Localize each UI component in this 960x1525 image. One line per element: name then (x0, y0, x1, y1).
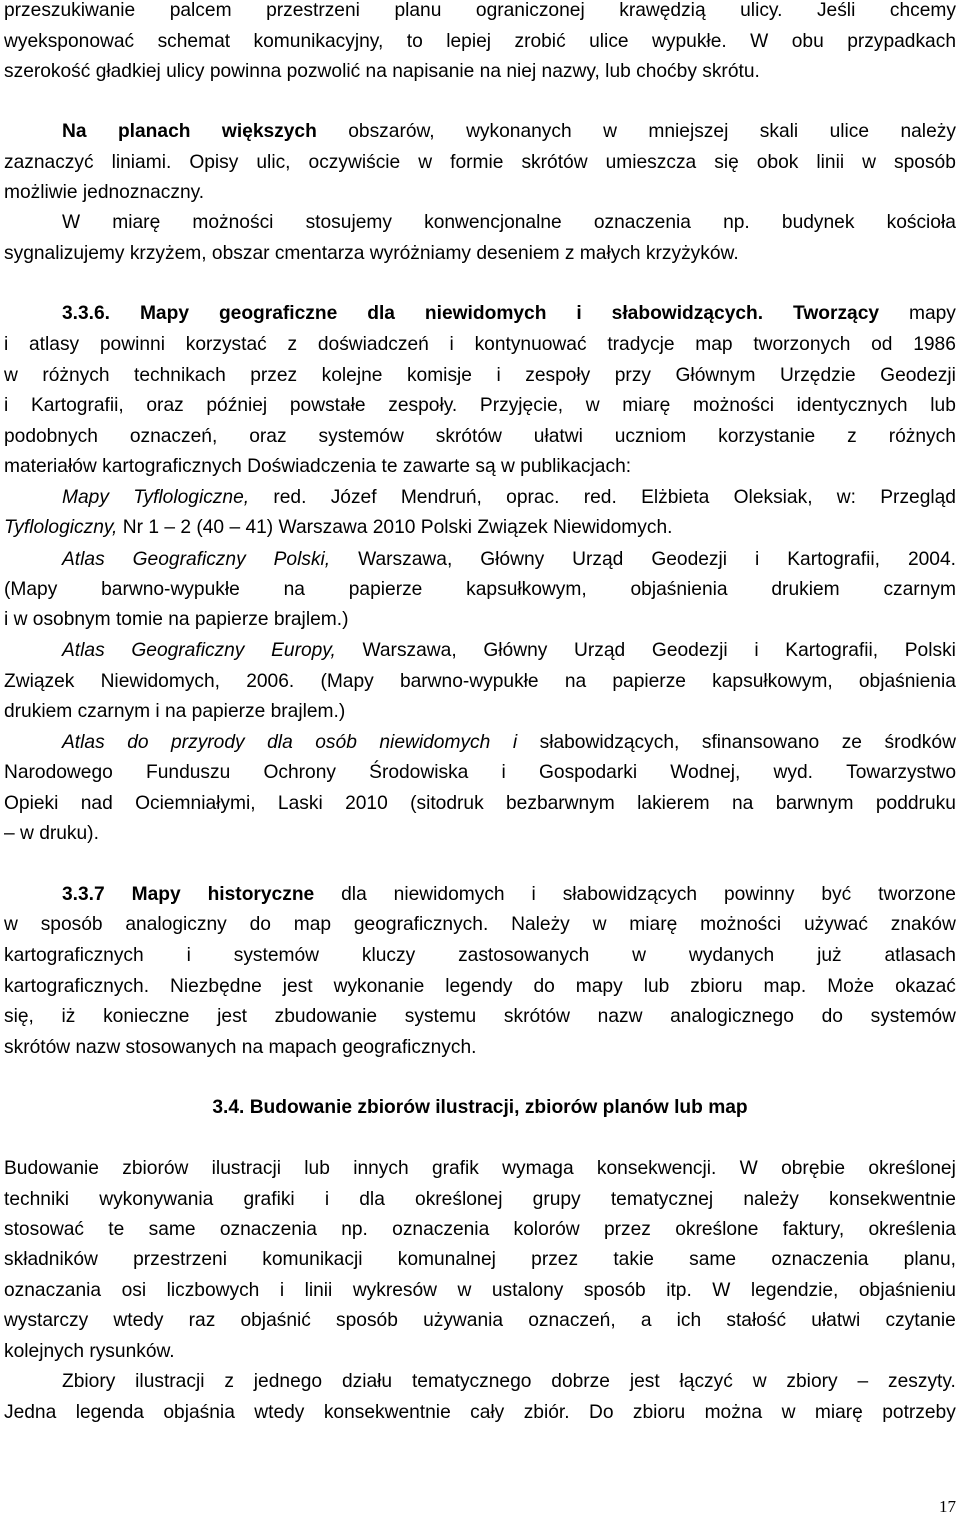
text-line: W miarę możności stosujemy konwencjonalne oznaczenia np. budynek kościoła (62, 212, 956, 233)
text-line: oznaczania osi liczbowych i linii wykresów w ustalony sposób itp. W legendzie, objaśnieniu (4, 1280, 956, 1301)
text-line: wyeksponować schemat komunikacyjny, to lepiej zrobić ulice wypukłe. W obu przypadkach (4, 31, 956, 52)
text-line: kartograficznych i systemów kluczy zastosowanych w wydanych już atlasach (4, 945, 956, 966)
text-line: i Kartografii, oraz później powstałe zespoły. Przyjęcie, w miarę możności identycznych lub (4, 395, 956, 416)
text-line: przeszukiwanie palcem przestrzeni planu ograniczonej krawędzią ulicy. Jeśli chcemy (4, 0, 956, 21)
text-line: stosować te same oznaczenia np. oznaczenia kolorów przez określone faktury, określenia (4, 1219, 956, 1240)
text-line: możliwie jednoznaczny. (4, 182, 205, 203)
text-line: – w druku). (4, 823, 99, 844)
text-line: wystarczy wtedy raz objaśnić sposób używania oznaczeń, a ich stałość ułatwi czytanie (4, 1310, 956, 1331)
text-line: techniki wykonywania grafiki i dla określonej grupy tematycznej należy konsekwentnie (4, 1189, 956, 1210)
text-line: Budowanie zbiorów ilustracji lub innych grafik wymaga konsekwencji. W obrębie określonej (4, 1158, 956, 1179)
text-line: składników przestrzeni komunikacji komunalnej przez takie same oznaczenia planu, (4, 1249, 956, 1270)
text-line: kolejnych rysunków. (4, 1341, 175, 1362)
text-line: się, iż konieczne jest zbudowanie systemu skrótów nazw analogicznego do systemów (4, 1006, 956, 1027)
text-line: Mapy Tyflologiczne, red. Józef Mendruń, oprac. red. Elżbieta Oleksiak, w: Przegląd (62, 487, 956, 508)
text-line: Atlas do przyrody dla osób niewidomych i słabowidzących, sfinansowano ze środków (62, 732, 956, 753)
text-line: skrótów nazw stosowanych na mapach geograficznych. (4, 1037, 477, 1058)
text-line: zaznaczyć liniami. Opisy ulic, oczywiście w formie skrótów umieszcza się obok linii w sposób (4, 152, 956, 173)
text-line: podobnych oznaczeń, oraz systemów skrótów ułatwi uczniom korzystanie z różnych (4, 426, 956, 447)
text-line: (Mapy barwno-wypukłe na papierze kapsułkowym, objaśnienia drukiem czarnym (4, 579, 956, 600)
text-line: Zbiory ilustracji z jednego działu tematycznego dobrze jest łączyć w zbiory – zeszyty. (62, 1371, 956, 1392)
text-line: drukiem czarnym i na papierze brajlem.) (4, 701, 346, 722)
text-line: w sposób analogiczny do map geograficznych. Należy w miarę możności używać znaków (4, 914, 956, 935)
text-line: Atlas Geograficzny Polski, Warszawa, Główny Urząd Geodezji i Kartografii, 2004. (62, 549, 956, 570)
text-line: 3.3.7 Mapy historyczne dla niewidomych i słabowidzących powinny być tworzone (62, 884, 956, 905)
text-line: Narodowego Funduszu Ochrony Środowiska i Gospodarki Wodnej, wyd. Towarzystwo (4, 762, 956, 783)
text-line: 3.4. Budowanie zbiorów ilustracji, zbiorów planów lub map (212, 1097, 748, 1118)
text-line: i atlasy powinni korzystać z doświadczeń i kontynuować tradycje map tworzonych od 1986 (4, 334, 956, 355)
text-line: Na planach większych obszarów, wykonanych w mniejszej skali ulice należy (62, 121, 956, 142)
text-line: szerokość gładkiej ulicy powinna pozwolić na napisanie na niej nazwy, lub choćby skrótu. (4, 61, 760, 82)
text-line: Związek Niewidomych, 2006. (Mapy barwno-wypukłe na papierze kapsułkowym, objaśnienia (4, 671, 956, 692)
text-line: Tyflologiczny, Nr 1 – 2 (40 – 41) Warszawa 2010 Polski Związek Niewidomych. (4, 517, 673, 538)
text-line: i w osobnym tomie na papierze brajlem.) (4, 609, 349, 630)
text-line: w różnych technikach przez kolejne komisje i zespoły przy Głównym Urzędzie Geodezji (4, 365, 956, 386)
text-line: Opieki nad Ociemniałymi, Laski 2010 (sitodruk bezbarwnym lakierem na barwnym poddruku (4, 793, 956, 814)
page-number: 17 (939, 1497, 956, 1516)
text-line: kartograficznych. Niezbędne jest wykonanie legendy do mapy lub zbioru map. Może okazać (4, 976, 956, 997)
text-line: sygnalizujemy krzyżem, obszar cmentarza wyróżniamy deseniem z małych krzyżyków. (4, 243, 739, 264)
text-line: Atlas Geograficzny Europy, Warszawa, Główny Urząd Geodezji i Kartografii, Polski (62, 640, 956, 661)
text-line: 3.3.6. Mapy geograficzne dla niewidomych i słabowidzących. Tworzący mapy (62, 303, 956, 324)
text-line: materiałów kartograficznych Doświadczenia te zawarte są w publikacjach: (4, 456, 632, 477)
text-line: Jedna legenda objaśnia wtedy konsekwentnie cały zbiór. Do zbioru można w miarę potrzeby (4, 1402, 956, 1423)
